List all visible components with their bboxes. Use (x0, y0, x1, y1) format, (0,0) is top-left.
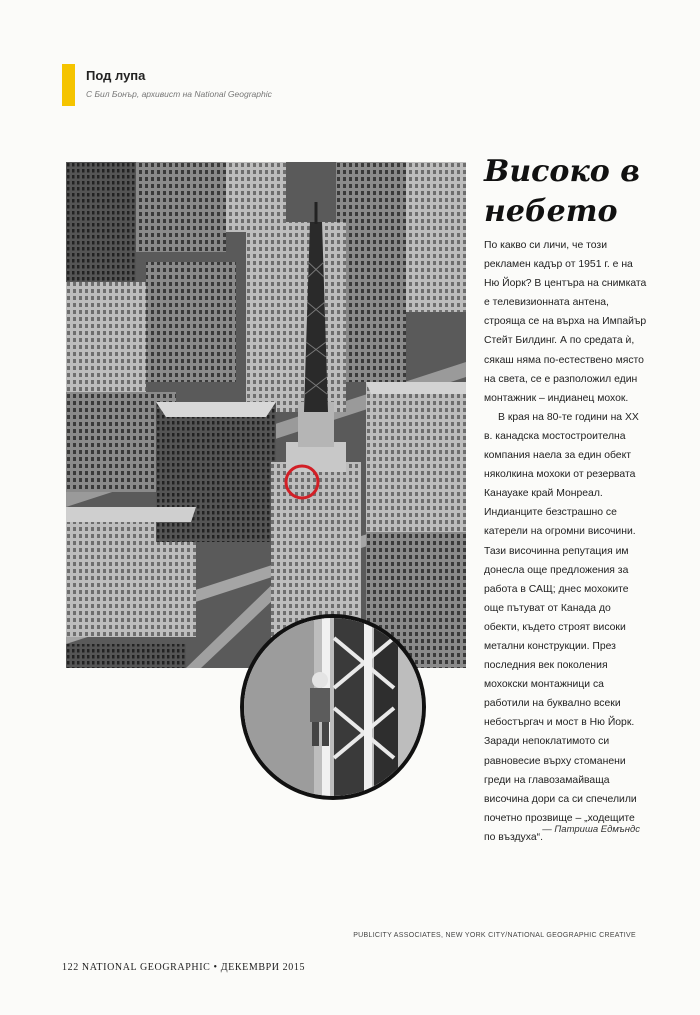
section-title: Под лупа (86, 68, 146, 83)
article-paragraph-2: В края на 80-те години на XX в. канадска мостостроителна компания наела за един обект няколкина мохоки от резервата Канауаке край Монреал. Индианците безстрашно се катерели на огромни височини. Тази височинна репутация им донесла още предложения за работа в САЩ; днес мохоките още пътуват от Канада до обекти, където строят високи метални конструкции. През последния век поколения мохокски монтажници са работили на буквално всеки небостъргач и мост в Ню Йорк. Заради непоклатимото си равновесие върху стоманени греди на главозамайваща височина дори са си спечелили почетно прозвище – „ходещите по въздуха“. (484, 411, 639, 843)
photo-credit: PUBLICITY ASSOCIATES, NEW YORK CITY/NATIONAL GEOGRAPHIC CREATIVE (353, 932, 636, 939)
article-body (484, 236, 647, 847)
zoom-inset-photo (240, 614, 426, 800)
aerial-photo (66, 162, 466, 668)
zoom-inset-illustration (244, 618, 426, 800)
article-headline (484, 152, 694, 232)
aerial-photo-illustration (66, 162, 466, 668)
article-byline: — Патриша Едмъндс (542, 824, 640, 835)
headline-line-2: небето (484, 194, 618, 229)
section-credit: С Бил Бонър, архивист на National Geographic (86, 89, 272, 99)
article-paragraph-1: По какво си личи, че този рекламен кадър от 1951 г. е на Ню Йорк? В центъра на снимката е телевизионната антена, строяща се на върха на Импайър Стейт Билдинг. А по средата ѝ, сякаш няма по-естествено място на света, се е разположил един монтажник – индианец мохок. (484, 240, 647, 404)
headline-line-1: Високо в (484, 154, 640, 189)
section-accent-bar (62, 64, 75, 106)
page-folio: 122 NATIONAL GEOGRAPHIC • ДЕКЕМВРИ 2015 (62, 962, 306, 973)
